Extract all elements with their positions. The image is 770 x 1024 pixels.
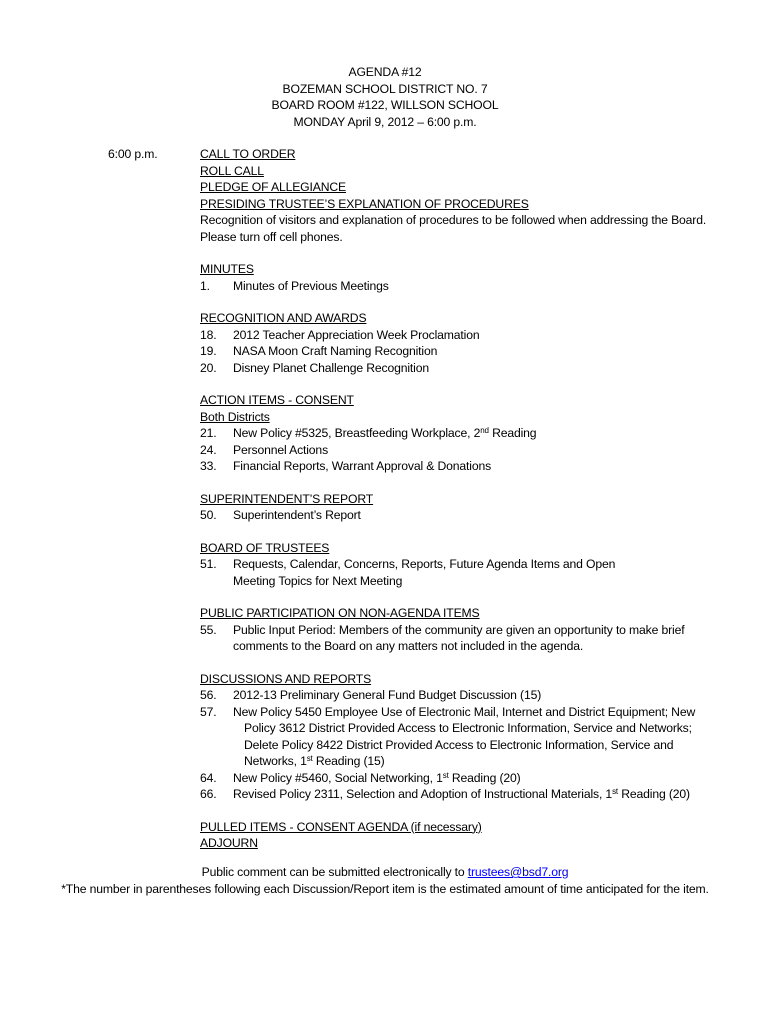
discussions-heading: DISCUSSIONS AND REPORTS xyxy=(200,671,372,686)
agenda-item xyxy=(200,343,720,360)
trustees-email-link[interactable]: trustees@bsd7.org xyxy=(467,865,569,879)
time-estimate-note: *The number in parentheses following each Discussion/Report item is the estimated amount of time anticipated for the item. xyxy=(61,881,709,896)
call-to-order-heading: CALL TO ORDER xyxy=(200,147,296,161)
item-text: Minutes of Previous Meetings xyxy=(233,278,389,293)
agenda-number: AGENDA #12 xyxy=(348,65,422,79)
public-comment-note: Public comment can be submitted electronically to trustees@bsd7.org xyxy=(201,865,569,879)
roll-call-heading: ROLL CALL xyxy=(200,163,264,178)
item-number: 18. xyxy=(200,327,217,342)
item-number: 33. xyxy=(200,459,217,473)
procedures-text: Recognition of visitors and explanation of procedures to be followed when addressing the Board. xyxy=(200,213,707,227)
item-number: 1. xyxy=(200,278,210,293)
item-text: New Policy #5460, Social Networking, 1st Reading (20) xyxy=(233,770,521,785)
item-text: Networks, 1st Reading (15) xyxy=(244,754,385,768)
agenda-item xyxy=(200,425,720,442)
minutes-heading: MINUTES xyxy=(200,262,254,276)
district-name: BOZEMAN SCHOOL DISTRICT NO. 7 xyxy=(282,81,488,96)
adjourn-heading: ADJOURN xyxy=(200,836,258,850)
agenda-item xyxy=(200,704,720,770)
item-text: New Policy #5325, Breastfeeding Workplace, 2nd Reading xyxy=(233,426,537,440)
agenda-item xyxy=(200,278,720,295)
item-text: Revised Policy 2311, Selection and Adoption of Instructional Materials, 1st Reading (20) xyxy=(233,787,690,801)
agenda-item xyxy=(200,458,720,475)
item-number: 20. xyxy=(200,360,217,375)
agenda-item xyxy=(200,327,720,344)
agenda-item xyxy=(200,442,720,459)
item-text: Disney Planet Challenge Recognition xyxy=(233,360,429,375)
item-text: Delete Policy 8422 District Provided Access to Electronic Information, Service and xyxy=(244,737,674,752)
item-number: 55. xyxy=(200,622,217,637)
agenda-body xyxy=(200,146,720,852)
item-text: Policy 3612 District Provided Access to Electronic Information, Service and Networks; xyxy=(244,721,692,735)
superintendent-heading: SUPERINTENDENT’S REPORT xyxy=(200,491,374,506)
item-text: New Policy 5450 Employee Use of Electronic Mail, Internet and District Equipment; New xyxy=(233,704,696,719)
item-number: 19. xyxy=(200,344,217,358)
item-number: 21. xyxy=(200,426,217,440)
item-number: 56. xyxy=(200,688,217,702)
item-text: 2012 Teacher Appreciation Week Proclamation xyxy=(233,327,480,342)
item-text: 2012-13 Preliminary General Fund Budget Discussion (15) xyxy=(233,688,542,702)
agenda-footer xyxy=(0,864,770,897)
cell-phones-note: Please turn off cell phones. xyxy=(200,229,343,244)
item-text: NASA Moon Craft Naming Recognition xyxy=(233,344,438,358)
agenda-item xyxy=(200,770,720,787)
item-text: Personnel Actions xyxy=(233,442,329,457)
item-text: Requests, Calendar, Concerns, Reports, Future Agenda Items and Open xyxy=(233,557,616,571)
item-number: 24. xyxy=(200,442,217,457)
agenda-item xyxy=(200,687,720,704)
start-time: 6:00 p.m. xyxy=(108,147,158,161)
recognition-heading: RECOGNITION AND AWARDS xyxy=(200,311,367,325)
agenda-item xyxy=(200,786,720,803)
item-text: Meeting Topics for Next Meeting xyxy=(233,573,403,588)
meeting-date: MONDAY April 9, 2012 – 6:00 p.m. xyxy=(293,114,477,129)
item-number: 64. xyxy=(200,770,217,785)
item-number: 50. xyxy=(200,508,217,522)
consent-subheading: Both Districts xyxy=(200,409,270,424)
pledge-heading: PLEDGE OF ALLEGIANCE xyxy=(200,180,347,194)
public-participation-heading: PUBLIC PARTICIPATION ON NON-AGENDA ITEMS xyxy=(200,606,480,620)
agenda-item xyxy=(200,360,720,377)
pulled-items-heading: PULLED ITEMS - CONSENT AGENDA (if necessary) xyxy=(200,819,482,834)
agenda-item xyxy=(200,556,720,589)
meeting-location: BOARD ROOM #122, WILLSON SCHOOL xyxy=(271,98,499,112)
trustees-heading: BOARD OF TRUSTEES xyxy=(200,540,330,555)
item-number: 66. xyxy=(200,787,217,801)
procedures-heading: PRESIDING TRUSTEE’S EXPLANATION OF PROCEDURES xyxy=(200,196,529,211)
item-text: Superintendent’s Report xyxy=(233,508,361,522)
item-text: Public Input Period: Members of the community are given an opportunity to make brief xyxy=(233,622,685,637)
agenda-item xyxy=(200,507,720,524)
item-number: 57. xyxy=(200,704,217,719)
item-text: Financial Reports, Warrant Approval & Donations xyxy=(233,459,492,473)
agenda-item xyxy=(200,622,720,655)
agenda-header xyxy=(0,64,770,130)
item-number: 51. xyxy=(200,557,217,571)
item-text: comments to the Board on any matters not included in the agenda. xyxy=(233,639,584,653)
consent-heading: ACTION ITEMS - CONSENT xyxy=(200,393,354,407)
